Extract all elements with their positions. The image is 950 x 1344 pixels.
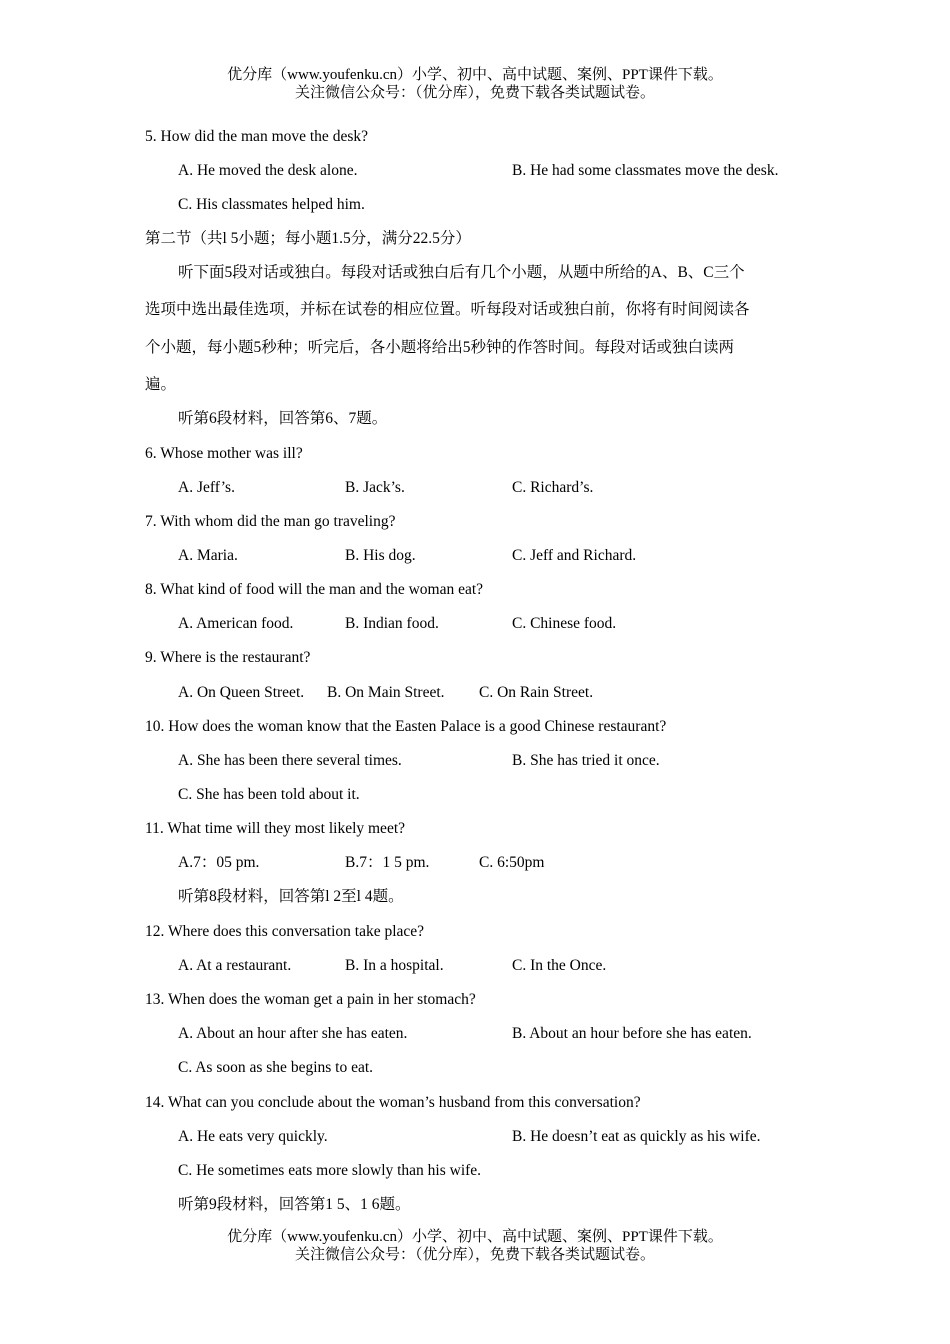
footer-line-1: 优分库（www.youfenku.cn）小学、初中、高中试题、案例、PPT课件下载。 — [227, 1229, 723, 1245]
q11-option-c: C. 6:50pm — [479, 854, 545, 871]
q10-option-b: B. She has tried it once. — [512, 752, 660, 769]
instruction-line-3: 个小题，每小题5秒种；听完后，各小题将给出5秒钟的作答时间。每段对话或独白读两 — [145, 339, 735, 356]
q5-option-a: A. He moved the desk alone. — [178, 162, 358, 179]
q14-stem: 14. What can you conclude about the woman’s husband from this conversation? — [145, 1094, 641, 1111]
page-header — [0, 66, 950, 102]
q7-option-c: C. Jeff and Richard. — [512, 547, 637, 564]
header-line-1: 优分库（www.youfenku.cn）小学、初中、高中试题、案例、PPT课件下载。 — [227, 67, 723, 83]
material-9-note: 听第9段材料，回答第1 5、1 6题。 — [178, 1196, 411, 1213]
q9-option-c: C. On Rain Street. — [479, 684, 594, 701]
q12-stem: 12. Where does this conversation take place? — [145, 923, 425, 940]
section-title: 第二节（共l 5小题；每小题1.5分，满分22.5分） — [145, 230, 471, 247]
q11-stem: 11. What time will they most likely meet? — [145, 820, 406, 837]
material-8-note: 听第8段材料，回答第l 2至l 4题。 — [178, 888, 404, 905]
q14-option-b: B. He doesn’t eat as quickly as his wife. — [512, 1128, 761, 1145]
page-footer — [0, 1228, 950, 1264]
q12-option-a: A. At a restaurant. — [178, 957, 292, 974]
footer-line-2: 关注微信公众号：（优分库），免费下载各类试题试卷。 — [294, 1247, 655, 1263]
q6-option-a: A. Jeff’s. — [178, 479, 235, 496]
instruction-line-4: 遍。 — [145, 376, 177, 393]
q8-stem: 8. What kind of food will the man and the woman eat? — [145, 581, 484, 598]
q13-option-a: A. About an hour after she has eaten. — [178, 1025, 408, 1042]
instruction-line-2: 选项中选出最佳选项，并标在试卷的相应位置。听每段对话或独白前，你将有时间阅读各 — [145, 301, 750, 318]
q11-option-a: A.7：05 pm. — [178, 854, 260, 871]
q14-option-c: C. He sometimes eats more slowly than his wife. — [178, 1162, 482, 1179]
q6-stem: 6. Whose mother was ill? — [145, 445, 303, 462]
q12-option-c: C. In the Once. — [512, 957, 607, 974]
q5-stem: 5. How did the man move the desk? — [145, 128, 368, 145]
q12-option-b: B. In a hospital. — [345, 957, 444, 974]
material-6-note: 听第6段材料，回答第6、7题。 — [178, 410, 388, 427]
q10-option-c: C. She has been told about it. — [178, 786, 360, 803]
q9-option-a: A. On Queen Street. — [178, 684, 305, 701]
q14-option-a: A. He eats very quickly. — [178, 1128, 328, 1145]
q6-option-b: B. Jack’s. — [345, 479, 405, 496]
q7-stem: 7. With whom did the man go traveling? — [145, 513, 396, 530]
q9-stem: 9. Where is the restaurant? — [145, 649, 311, 666]
q9-option-b: B. On Main Street. — [327, 684, 445, 701]
q7-option-a: A. Maria. — [178, 547, 238, 564]
q5-option-b: B. He had some classmates move the desk. — [512, 162, 779, 179]
q8-option-c: C. Chinese food. — [512, 615, 617, 632]
instruction-line-1: 听下面5段对话或独白。每段对话或独白后有几个小题，从题中所给的A、B、C三个 — [178, 264, 745, 281]
q7-option-b: B. His dog. — [345, 547, 416, 564]
q8-option-b: B. Indian food. — [345, 615, 439, 632]
q8-option-a: A. American food. — [178, 615, 294, 632]
q13-option-b: B. About an hour before she has eaten. — [512, 1025, 752, 1042]
q5-option-c: C. His classmates helped him. — [178, 196, 365, 213]
q10-stem: 10. How does the woman know that the Easten Palace is a good Chinese restaurant? — [145, 718, 667, 735]
q13-stem: 13. When does the woman get a pain in her stomach? — [145, 991, 476, 1008]
q10-option-a: A. She has been there several times. — [178, 752, 402, 769]
q13-option-c: C. As soon as she begins to eat. — [178, 1059, 374, 1076]
header-line-2: 关注微信公众号：（优分库），免费下载各类试题试卷。 — [294, 85, 655, 101]
q6-option-c: C. Richard’s. — [512, 479, 594, 496]
q11-option-b: B.7：1 5 pm. — [345, 854, 430, 871]
